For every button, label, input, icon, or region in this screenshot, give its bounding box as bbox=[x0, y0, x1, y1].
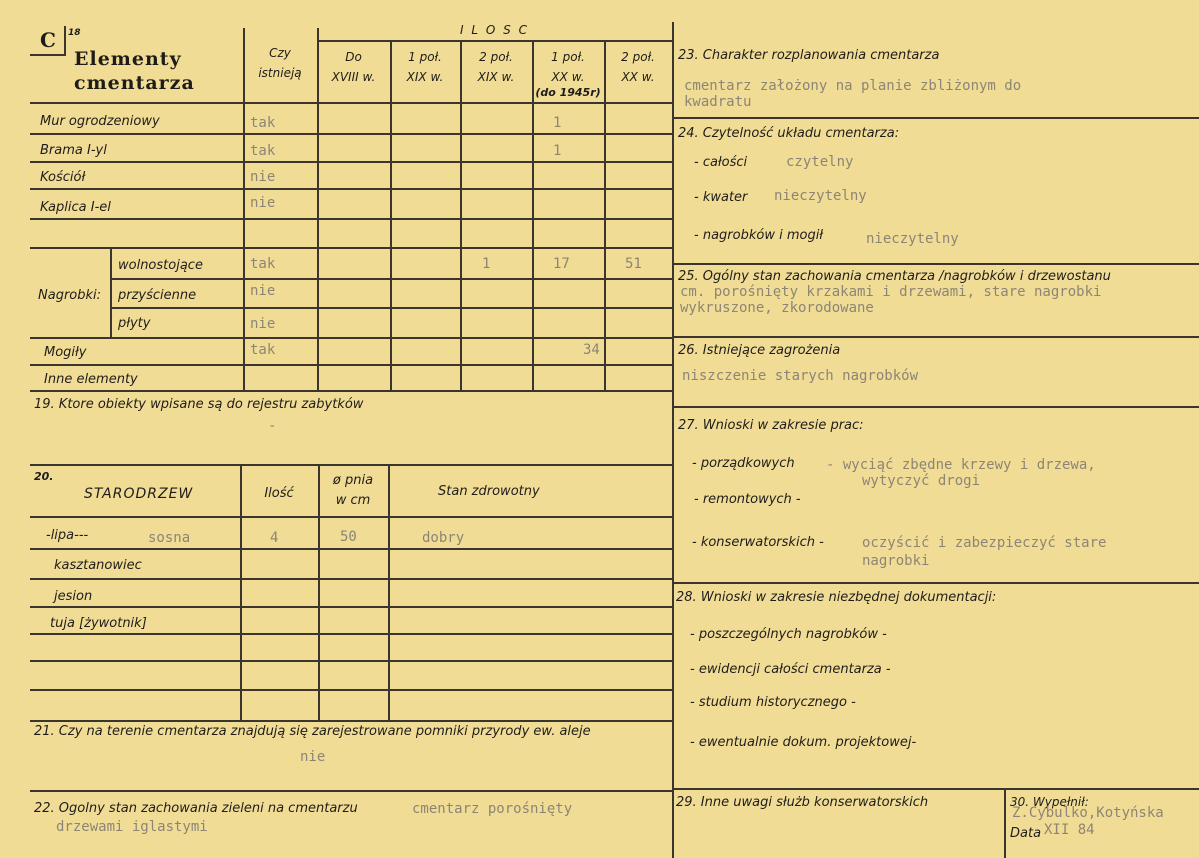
row-wolno-v3: 1 bbox=[482, 256, 491, 272]
q20-sosna: sosna bbox=[148, 530, 191, 546]
row-mur-label: Mur ogrodzeniowy bbox=[40, 114, 160, 129]
grid-line bbox=[240, 464, 242, 720]
q24-calosci-value: czytelny bbox=[786, 154, 854, 170]
q27-rem: - remontowych - bbox=[694, 492, 801, 507]
row-kaplica-label: Kaplica I-el bbox=[40, 200, 111, 215]
grid-line bbox=[243, 28, 245, 390]
grid-line bbox=[30, 548, 674, 550]
q20-col-pnia2: w cm bbox=[335, 493, 371, 508]
q23-label: 23. Charakter rozplanowania cmentarza bbox=[678, 48, 940, 63]
grid-line bbox=[110, 248, 112, 338]
grid-line bbox=[672, 788, 1199, 790]
period-4-l3: (do 1945r) bbox=[535, 86, 601, 99]
letter-box-line bbox=[30, 54, 66, 56]
grid-line bbox=[110, 278, 674, 280]
section-title-line2: cmentarza bbox=[74, 72, 195, 94]
q20-sosna-diam: 50 bbox=[340, 529, 357, 545]
grid-line bbox=[30, 188, 674, 190]
q20-col-stan: Stan zdrowotny bbox=[438, 484, 540, 499]
q20-row-jesion: jesion bbox=[54, 589, 93, 604]
q24-calosci: - całości bbox=[694, 155, 748, 170]
period-1-l2: XVIII w. bbox=[331, 70, 376, 84]
grid-line bbox=[30, 516, 674, 518]
q25-answer2: wykruszone, zkorodowane bbox=[680, 300, 874, 316]
q20-sosna-stan: dobry bbox=[422, 530, 465, 546]
q23-answer1: cmentarz założony na planie zbliżonym do bbox=[684, 78, 1022, 94]
q20-sosna-count: 4 bbox=[270, 530, 279, 546]
grid-line bbox=[672, 406, 1199, 408]
q26-answer: niszczenie starych nagrobków bbox=[682, 368, 919, 384]
q21-answer: nie bbox=[300, 749, 326, 765]
q27-kons-value2: nagrobki bbox=[862, 553, 930, 569]
grid-line bbox=[30, 247, 674, 249]
grid-line bbox=[30, 720, 674, 722]
grid-line bbox=[317, 40, 674, 42]
q24-nagrobkow: - nagrobków i mogił bbox=[694, 228, 824, 243]
center-divider bbox=[672, 22, 674, 858]
period-3-l2: XIX w. bbox=[477, 70, 515, 84]
row-plyty-label: płyty bbox=[118, 316, 151, 331]
col-istnieja: istnieją bbox=[258, 66, 302, 80]
q28-item-1: - poszczególnych nagrobków - bbox=[690, 627, 887, 642]
q30-date: XII 84 bbox=[1044, 822, 1095, 838]
q22-answer2: drzewami iglastymi bbox=[56, 819, 208, 835]
q21-label: 21. Czy na terenie cmentarza znajdują się zarejestrowane pomniki przyrody ew. aleje bbox=[34, 724, 591, 739]
q28-item-4: - ewentualnie dokum. projektowej- bbox=[690, 735, 917, 750]
grid-line bbox=[30, 364, 674, 366]
row-wolno-v4: 17 bbox=[553, 256, 570, 272]
row-brama-label: Brama I-yl bbox=[40, 143, 107, 158]
period-5-l2: XX w. bbox=[621, 70, 655, 84]
row-przy-exists: nie bbox=[250, 283, 276, 299]
grid-line bbox=[30, 161, 674, 163]
row-inne-label: Inne elementy bbox=[44, 372, 138, 387]
q19-label: 19. Ktore obiekty wpisane są do rejestru zabytków bbox=[34, 397, 364, 412]
grid-line bbox=[30, 689, 674, 691]
row-mogily-value: 34 bbox=[583, 342, 600, 358]
row-mur-exists: tak bbox=[250, 115, 276, 131]
row-mur-value: 1 bbox=[553, 115, 562, 131]
grid-line bbox=[672, 263, 1199, 265]
q27-label: 27. Wnioski w zakresie prac: bbox=[678, 418, 864, 433]
grid-line bbox=[30, 464, 674, 466]
q20-row-kasztanowiec: kasztanowiec bbox=[54, 558, 142, 573]
period-1-l1: Do bbox=[345, 50, 362, 64]
row-wolno-v5: 51 bbox=[625, 256, 642, 272]
grid-line bbox=[30, 133, 674, 135]
period-4-l2: XX w. bbox=[551, 70, 585, 84]
period-5-l1: 2 poł. bbox=[621, 50, 655, 64]
q20-col-pnia1: ø pnia bbox=[332, 473, 374, 488]
row-brama-value: 1 bbox=[553, 143, 562, 159]
q22-label: 22. Ogolny stan zachowania zieleni na cmentarzu bbox=[34, 801, 358, 816]
q30-label: 30. Wypełnił: bbox=[1010, 795, 1089, 809]
grid-line bbox=[30, 102, 674, 104]
q20-title: STARODRZEW bbox=[84, 486, 194, 502]
q19-answer: - bbox=[268, 418, 277, 434]
row-wolno-label: wolnostojące bbox=[118, 258, 203, 273]
row-mogily-exists: tak bbox=[250, 342, 276, 358]
q29-label: 29. Inne uwagi służb konserwatorskich bbox=[676, 795, 929, 810]
q20-col-ilosc: Ilość bbox=[264, 486, 294, 501]
row-plyty-exists: nie bbox=[250, 316, 276, 332]
row-wolno-exists: tak bbox=[250, 256, 276, 272]
q25-label: 25. Ogólny stan zachowania cmentarza /nagrobków i drzewostanu bbox=[678, 269, 1111, 284]
q26-label: 26. Istniejące zagrożenia bbox=[678, 343, 841, 358]
q30-filler: Z.Cybulko,Kotyńska bbox=[1012, 805, 1164, 821]
section-letter: C bbox=[40, 28, 57, 52]
grid-line bbox=[672, 336, 1199, 338]
section-number: 18 bbox=[68, 28, 81, 38]
grid-line bbox=[388, 464, 390, 720]
col-ilosc: I L O S C bbox=[460, 23, 529, 37]
q28-label: 28. Wnioski w zakresie niezbędnej dokumentacji: bbox=[676, 590, 997, 605]
grid-line bbox=[30, 790, 674, 792]
grid-line bbox=[30, 390, 674, 392]
q20-row-tuja: tuja [żywotnik] bbox=[50, 616, 147, 631]
nagrobki-label: Nagrobki: bbox=[38, 288, 102, 303]
grid-line bbox=[30, 218, 674, 220]
q27-porz-value1: - wyciąć zbędne krzewy i drzewa, bbox=[826, 457, 1096, 473]
q24-label: 24. Czytelność układu cmentarza: bbox=[678, 126, 900, 141]
row-przy-label: przyścienne bbox=[118, 288, 197, 303]
row-kosciol-label: Kościół bbox=[40, 170, 86, 185]
q28-item-2: - ewidencji całości cmentarza - bbox=[690, 662, 891, 677]
q27-porz: - porządkowych bbox=[692, 456, 795, 471]
period-2-l1: 1 poł. bbox=[408, 50, 442, 64]
q23-answer2: kwadratu bbox=[684, 94, 752, 110]
period-3-l1: 2 poł. bbox=[479, 50, 513, 64]
grid-line bbox=[110, 307, 674, 309]
grid-line bbox=[672, 117, 1199, 119]
grid-line bbox=[30, 578, 674, 580]
q28-item-3: - studium historycznego - bbox=[690, 695, 856, 710]
q24-kwater: - kwater bbox=[694, 190, 748, 205]
row-mogily-label: Mogiły bbox=[44, 345, 87, 360]
grid-line bbox=[30, 337, 674, 339]
row-kaplica-exists: nie bbox=[250, 195, 276, 211]
q27-porz-value2: wytyczyć drogi bbox=[862, 473, 981, 489]
period-4-l1: 1 poł. bbox=[551, 50, 585, 64]
grid-line bbox=[30, 660, 674, 662]
q22-answer1: cmentarz porośnięty bbox=[412, 801, 573, 817]
grid-line bbox=[30, 606, 674, 608]
q20-lipa: -lipa--- bbox=[46, 528, 89, 543]
section-title-line1: Elementy bbox=[74, 48, 182, 70]
q24-nagrobkow-value: nieczytelny bbox=[866, 231, 959, 247]
q25-answer1: cm. porośnięty krzakami i drzewami, stare nagrobki bbox=[680, 284, 1102, 300]
letter-box-line bbox=[64, 26, 66, 56]
grid-line bbox=[30, 633, 674, 635]
q30-date-label: Data bbox=[1010, 826, 1042, 841]
q20-num: 20. bbox=[34, 470, 54, 483]
grid-line bbox=[672, 582, 1199, 584]
q27-kons: - konserwatorskich - bbox=[692, 535, 824, 550]
row-brama-exists: tak bbox=[250, 143, 276, 159]
col-czy: Czy bbox=[269, 46, 291, 60]
row-kosciol-exists: nie bbox=[250, 169, 276, 185]
q24-kwater-value: nieczytelny bbox=[774, 188, 867, 204]
grid-line bbox=[1004, 788, 1006, 858]
q27-kons-value1: oczyścić i zabezpieczyć stare bbox=[862, 535, 1107, 551]
period-2-l2: XIX w. bbox=[406, 70, 444, 84]
